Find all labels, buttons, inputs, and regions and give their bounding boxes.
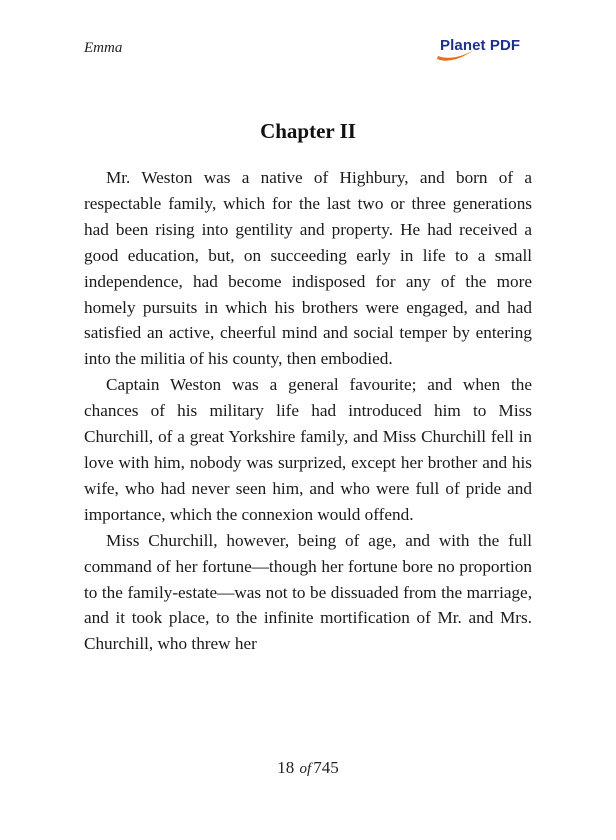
of-label: of (299, 761, 312, 777)
total-pages: 745 (313, 758, 339, 777)
paragraph: Miss Churchill, however, being of age, and with the full command of her fortune—though her fortune bore no proportion to the family-estate—was not to be dissuaded from the marriage, and it took place, to the infinite mortification of Mr. and Mrs. Churchill, who threw her (84, 530, 532, 654)
body-text (84, 165, 532, 657)
running-header-title: Emma (84, 40, 123, 56)
logo-text: Planet PDF (440, 37, 521, 54)
planet-pdf-logo[interactable] (436, 36, 536, 66)
chapter-heading: Chapter II (260, 119, 356, 143)
page-number (0, 758, 616, 778)
current-page-number: 18 (277, 758, 295, 777)
paragraph: Mr. Weston was a native of Highbury, and born of a respectable family, which for the last two or three generations had been rising into gentility and property. He had received a good education, but, on succeeding early in life to a small independence, had become indisposed for any of the more homely pursuits in which his brothers were engaged, and had satisfied an active, cheerful mind and social temper by entering into the militia of his county, then embodied. (84, 168, 532, 369)
paragraph: Captain Weston was a general favourite; and when the chances of his military life had introduced him to Miss Churchill, of a great Yorkshire family, and Miss Churchill fell in love with him, nobody was surprized, except her brother and his wife, who had never seen him, and who were full of pride and importance, which the connexion would offend. (84, 375, 532, 524)
